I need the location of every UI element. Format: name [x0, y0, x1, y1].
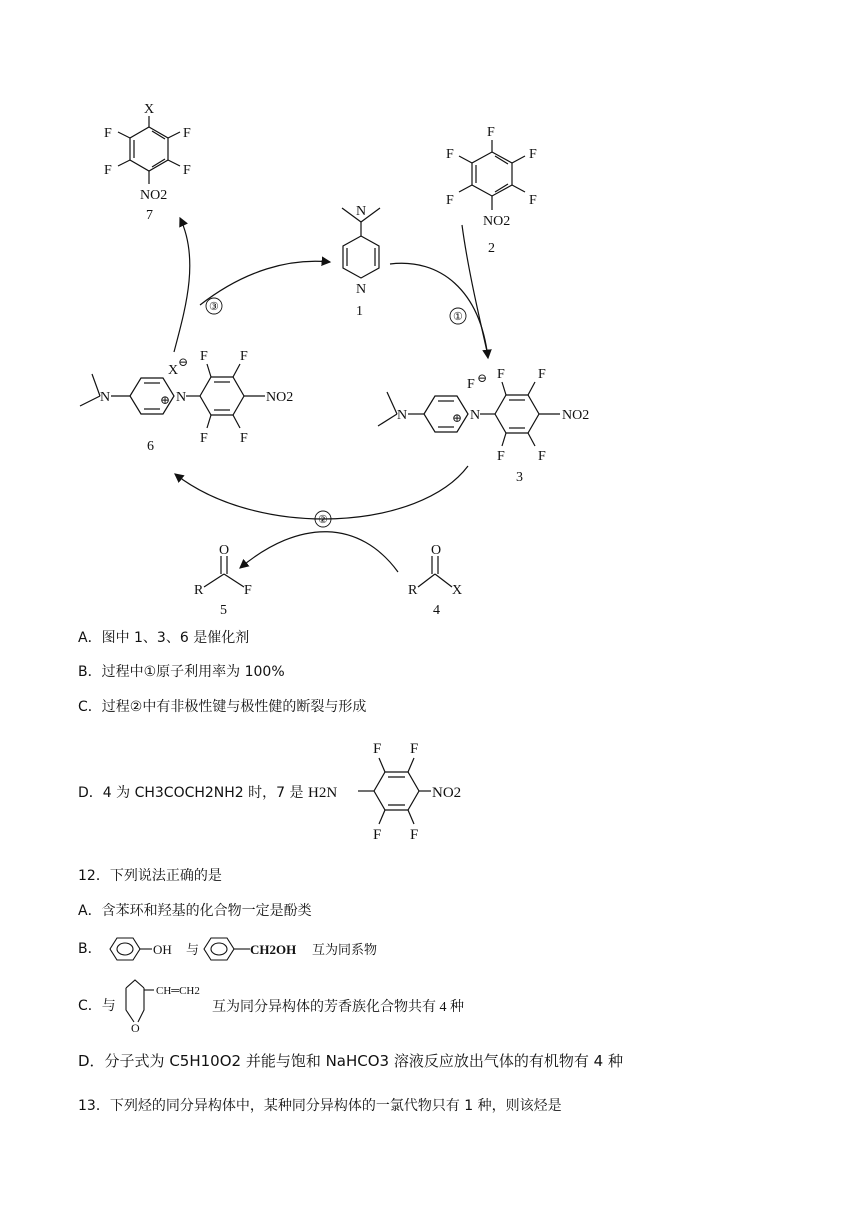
c7-f-atom: F [104, 126, 112, 141]
step-2-label: ② [318, 514, 328, 526]
c2-f-atom: F [446, 147, 454, 162]
compound-6-label: 6 [147, 439, 154, 454]
c3-n-atom: N [397, 408, 408, 423]
c3-f-atom: F [538, 449, 546, 464]
c2-f-atom: F [446, 193, 454, 208]
c4-o-atom: O [431, 543, 442, 558]
c2-no2-group: NO2 [483, 214, 511, 229]
c6-x-anion: X [168, 363, 179, 378]
c7-f-atom: F [183, 126, 191, 141]
step-1-label: ① [453, 311, 463, 323]
c3-f-atom: F [497, 367, 505, 382]
q12-b-mid: 与 [186, 942, 200, 957]
q12-b-suffix: 互为同系物 [312, 942, 378, 957]
d-no2-group: NO2 [432, 785, 462, 801]
q11-option-d-structure [300, 736, 480, 844]
q12-option-c [78, 996, 116, 1016]
c6-f-atom: F [240, 349, 248, 364]
c6-n-atom: N [176, 390, 187, 405]
d-f-atom: F [410, 827, 419, 843]
d-f-atom: F [410, 741, 419, 757]
q12-c-o-atom: O [131, 1021, 140, 1035]
q11-option-c: C．过程②中有非极性键与极性健的断裂与形成 [78, 699, 367, 715]
q12-option-b [78, 939, 102, 959]
c3-f-atom: F [497, 449, 505, 464]
c6-plus-charge: ⊕ [160, 393, 171, 407]
q11-option-a: A．图中 1、3、6 是催化剂 [78, 630, 250, 646]
q12-option-a: A．含苯环和羟基的化合物一定是酚类 [78, 903, 312, 919]
c1-n-atom: N [356, 204, 367, 219]
d-h2n-group: H2N [308, 785, 338, 801]
compound-1-label: 1 [356, 304, 363, 319]
c4-r-group: R [408, 583, 418, 598]
q11-option-d: D．4 为 CH3COCH2NH2 时，7 是 [78, 785, 304, 801]
c3-no2-group: NO2 [562, 408, 590, 423]
c5-o-atom: O [219, 543, 230, 558]
c2-f-atom: F [529, 147, 537, 162]
q12-option-b-structures [100, 932, 400, 966]
c1-n-atom: N [356, 282, 367, 297]
q13-stem: 13．下列烃的同分异构体中，某种同分异构体的一氯代物只有 1 种，则该烃是 [78, 1098, 562, 1114]
d-f-atom: F [373, 741, 382, 757]
q12-c-vinyl: CH═CH2 [156, 985, 200, 997]
c6-n-atom: N [100, 390, 111, 405]
q12-b-prefix: B． [78, 941, 102, 957]
q12-c-suffix: 互为同分异构体的芳香族化合物共有 4 种 [212, 1000, 464, 1015]
q12-option-c-structure [116, 976, 536, 1036]
q12-b-oh: OH [153, 942, 172, 957]
compound-4-label: 4 [433, 603, 440, 618]
c7-x-atom: X [144, 102, 155, 117]
c3-f-atom: F [538, 367, 546, 382]
compound-5-label: 5 [220, 603, 227, 618]
c6-f-atom: F [200, 349, 208, 364]
c3-minus-charge: ⊖ [477, 371, 488, 385]
c5-r-group: R [194, 583, 204, 598]
c7-no2-group: NO2 [140, 188, 168, 203]
q12-option-d: D．分子式为 C5H10O2 并能与饱和 NaHCO3 溶液反应放出气体的有机物有 4 种 [78, 1052, 623, 1070]
c6-no2-group: NO2 [266, 390, 294, 405]
q12-b-ch2oh: CH2OH [250, 942, 297, 957]
q12-c-prefix: C．与 [78, 998, 116, 1014]
c6-f-atom: F [200, 431, 208, 446]
c4-x-atom: X [452, 583, 463, 598]
c7-f-atom: F [104, 163, 112, 178]
c2-f-atom: F [529, 193, 537, 208]
c6-f-atom: F [240, 431, 248, 446]
c3-plus-charge: ⊕ [452, 411, 463, 425]
c7-f-atom: F [183, 163, 191, 178]
c3-n-atom: N [470, 408, 481, 423]
c6-minus-charge: ⊖ [178, 355, 189, 369]
compound-7-label: 7 [146, 208, 153, 223]
q12-stem: 12．下列说法正确的是 [78, 868, 222, 884]
c5-f-atom: F [244, 583, 252, 598]
compound-2-label: 2 [488, 241, 495, 256]
q11-option-b: B．过程中①原子利用率为 100% [78, 664, 285, 680]
c2-f-atom: F [487, 125, 495, 140]
step-3-label: ③ [209, 301, 219, 313]
c3-f-anion: F [467, 377, 475, 392]
d-f-atom: F [373, 827, 382, 843]
compound-3-label: 3 [516, 470, 523, 485]
